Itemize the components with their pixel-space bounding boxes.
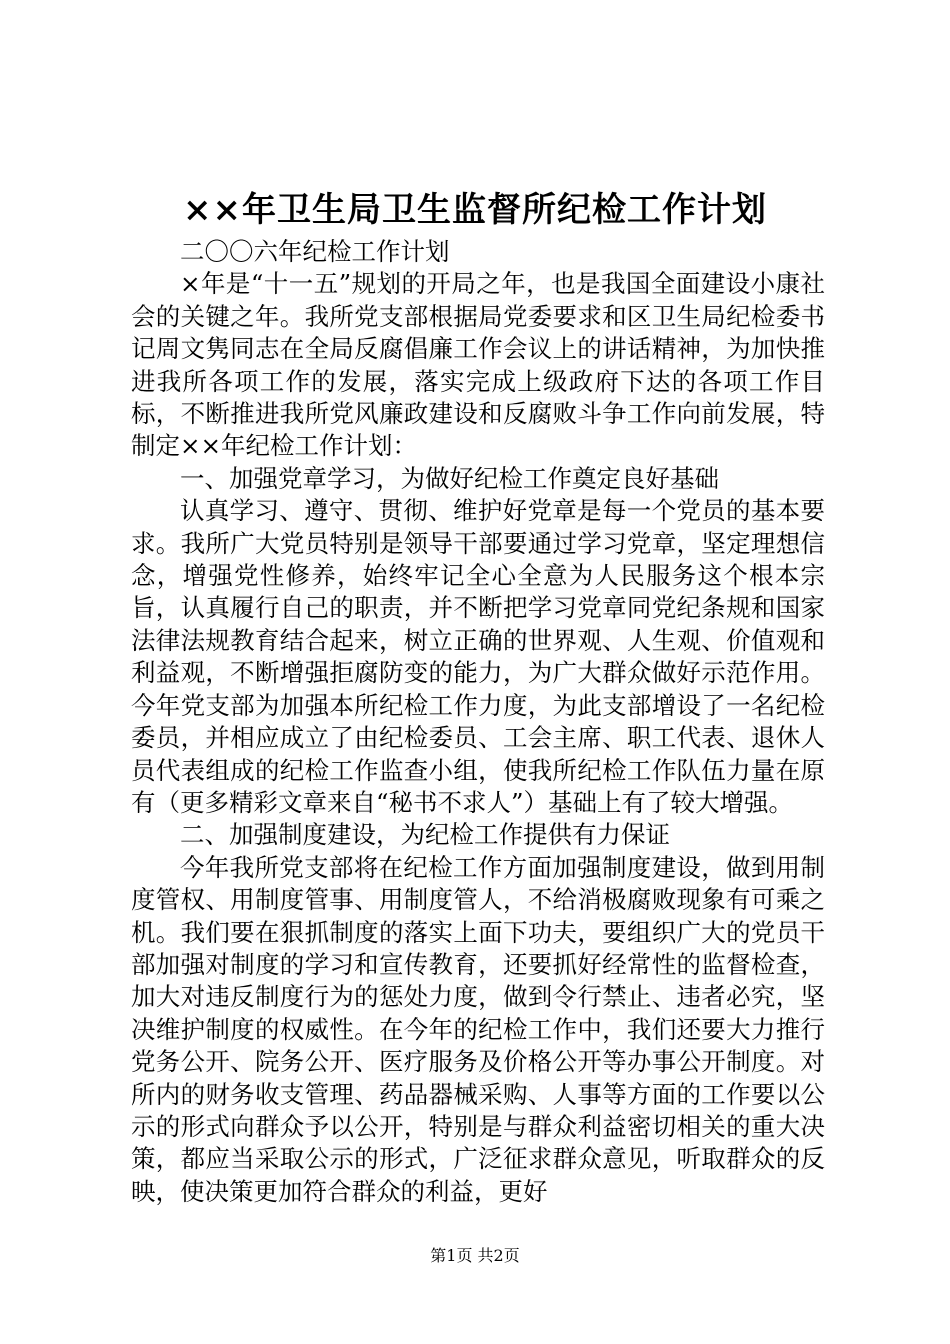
section-heading-1: 一、加强党章学习，为做好纪检工作奠定良好基础 [180,463,719,493]
page-number-footer: 第1页 共2页 [430,1246,520,1265]
document-title: ××年卫生局卫生监督所纪检工作计划 [183,190,767,230]
paragraph-intro: ×年是“十一五”规划的开局之年，也是我国全面建设小康社会的关键之年。我所党支部根据局党委要求和区卫生局纪检委书记周文隽同志在全局反腐倡廉工作会议上的讲话精神，为加快推进我所各项工作的发展，落实完成上级政府下达的各项工作目标，不断推进我所党风廉政建设和反腐败斗争工作向前发展，特制定××年纪检工作计划： [131,269,825,461]
paragraph-subtitle: 二〇〇六年纪检工作计划 [180,237,450,266]
paragraph-section-1: 认真学习、遵守、贯彻、维护好党章是每一个党员的基本要求。我所广大党员特别是领导干部要通过学习党章，坚定理想信念，增强党性修养，始终牢记全心全意为人民服务这个根本宗旨，认真履行自己的职责，并不断把学习党章同党纪条规和国家法律法规教育结合起来，树立正确的世界观、人生观、价值观和利益观，不断增强拒腐防变的能力，为广大群众做好示范作用。今年党支部为加强本所纪检工作力度，为此支部增设了一名纪检委员，并相应成立了由纪检委员、工会主席、职工代表、退休人员代表组成的纪检工作监查小组，使我所纪检工作队伍力量在原有（更多精彩文章来自“秘书不求人”）基础上有了较大增强。 [131,496,825,817]
document-body [131,236,825,1208]
paragraph-section-2: 今年我所党支部将在纪检工作方面加强制度建设，做到用制度管权、用制度管事、用制度管人，不给消极腐败现象有可乘之机。我们要在狠抓制度的落实上面下功夫，要组织广大的党员干部加强对制度的学习和宣传教育，还要抓好经常性的监督检查，加大对违反制度行为的惩处力度，做到令行禁止、违者必究，坚决维护制度的权威性。在今年的纪检工作中，我们还要大力推行党务公开、院务公开、医疗服务及价格公开等办事公开制度。对所内的财务收支管理、药品器械采购、人事等方面的工作要以公示的形式向群众予以公开，特别是与群众利益密切相关的重大决策，都应当采取公示的形式，广泛征求群众意见，听取群众的反映，使决策更加符合群众的利益，更好 [131,852,825,1206]
section-heading-2: 二、加强制度建设，为纪检工作提供有力保证 [180,820,670,850]
